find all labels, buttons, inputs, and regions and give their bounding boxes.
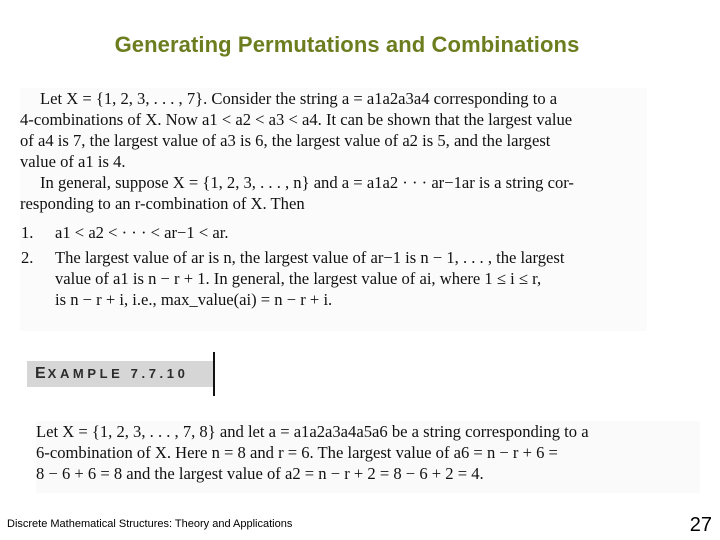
textbook-excerpt [20, 88, 647, 331]
list-text: value of a1 is n − r + 1. In general, the largest value of ai, where 1 ≤ i ≤ r, [55, 269, 542, 288]
example-divider [213, 352, 215, 396]
slide-title: Generating Permutations and Combinations [114, 32, 580, 57]
list-item [20, 247, 647, 268]
list-text: The largest value of ar is n, the largest value of ar−1 is n − 1, . . . , the largest [55, 248, 565, 267]
text-line: 8 − 6 + 6 = 8 and the largest value of a2 = n − r + 2 = 8 − 6 + 2 = 4. [36, 464, 484, 483]
text-line: 4-combinations of X. Now a1 < a2 < a3 < a4. It can be shown that the largest value [20, 110, 573, 129]
page-number: 27 [689, 514, 712, 536]
text-line: value of a1 is 4. [20, 152, 126, 171]
text-line: 6-combination of X. Here n = 8 and r = 6. The largest value of a6 = n − r + 6 = [36, 443, 558, 462]
example-text [36, 421, 700, 493]
text-line: of a4 is 7, the largest value of a3 is 6, the largest value of a2 is 5, and the largest [20, 131, 551, 150]
text-line: In general, suppose X = {1, 2, 3, . . . , n} and a = a1a2 · · · ar−1ar is a string cor- [40, 173, 574, 192]
list-text: a1 < a2 < · · · < ar−1 < ar. [55, 223, 229, 242]
list-text: is n − r + i, i.e., max_value(ai) = n − r + i. [55, 290, 333, 309]
text-line: Let X = {1, 2, 3, . . . , 7}. Consider the string a = a1a2a3a4 corresponding to a [40, 89, 558, 108]
footer-text: Discrete Mathematical Structures: Theory and Applications [7, 518, 293, 530]
list-number: 1. [21, 223, 34, 242]
example-label-rest: XAMPLE 7.7.10 [47, 366, 189, 381]
list-item [20, 222, 647, 243]
list-number: 2. [21, 248, 34, 267]
text-line: Let X = {1, 2, 3, . . . , 7, 8} and let a = a1a2a3a4a5a6 be a string corresponding to a [36, 422, 589, 441]
text-line: responding to an r-combination of X. Then [20, 194, 305, 213]
example-label-initial: E [35, 365, 48, 382]
example-label [27, 361, 213, 387]
